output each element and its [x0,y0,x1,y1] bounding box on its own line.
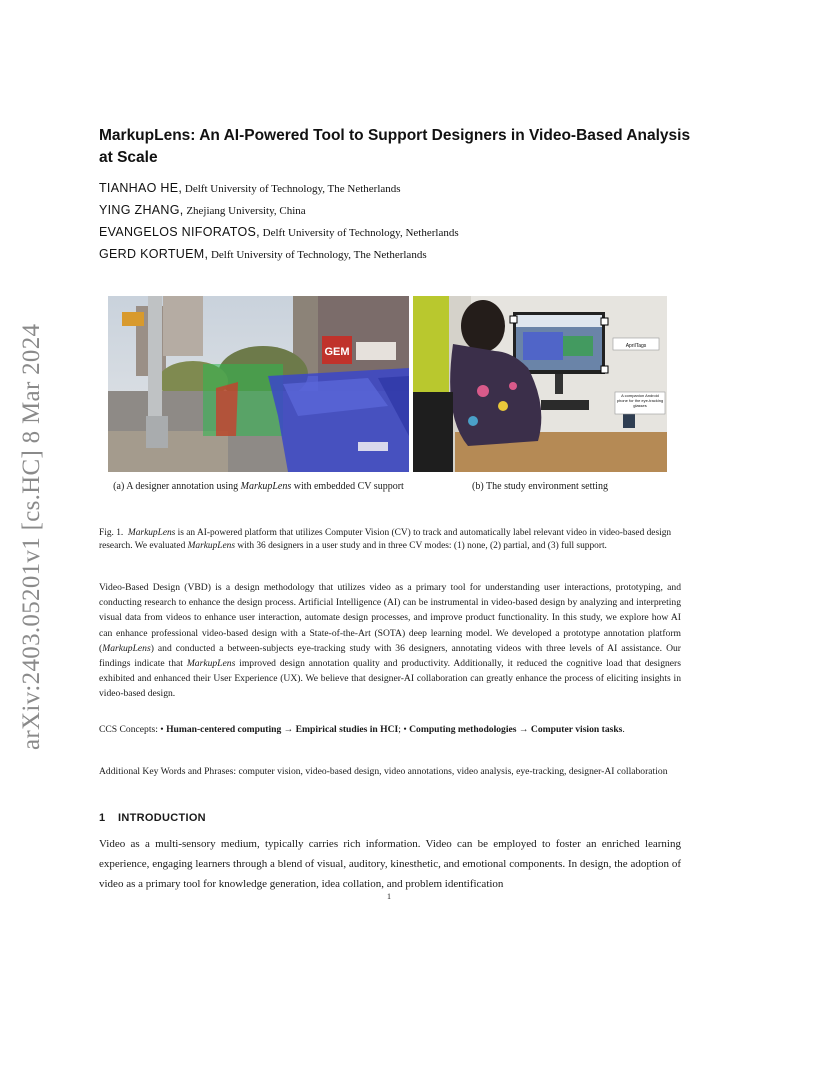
keywords: Additional Key Words and Phrases: computer vision, video-based design, video annotations, video analysis, eye-tracking, designer-AI collaboration [99,766,668,777]
author-name: YING ZHANG, [99,203,184,217]
page-number: 1 [387,892,391,901]
author-1 [99,181,401,196]
figure-a-caption: (a) A designer annotation using MarkupLens with embedded CV support [113,481,404,492]
author-4 [99,247,427,262]
author-name: EVANGELOS NIFORATOS, [99,225,260,239]
abstract: Video-Based Design (VBD) is a design methodology that utilizes video as a primary tool for understanding user interactions, prototyping, and conducting research to enhance the design process. Artificial Intelligence (AI) can be instrumental in video-based design by analyzing and interpreting visual data from videos to enhance user interaction, automate design processes, and improve product functionality. In this study, we explore how AI can enhance professional video-based design with a State-of-the-Art (SOTA) deep learning model. We developed a prototype annotation platform (MarkupLens) and conducted a between-subjects eye-tracking study with 36 designers, annotating videos with three levels of AI assistance. Our findings indicate that MarkupLens improved design annotation quality and productivity. Additionally, it reduced the cognitive load that designers exhibited and enhanced their User Experience (UX). We believe that designer-AI collaboration can greatly enhance the process of eliciting insights in video-based design. [99,582,681,700]
author-affiliation: Delft University of Technology, Netherlands [259,227,459,239]
section-title: INTRODUCTION [118,812,206,824]
apriltags-label: AprilTags [625,343,647,349]
figure-b-caption: (b) The study environment setting [472,481,608,492]
author-3 [99,225,459,240]
figure-caption: Fig. 1. MarkupLens is an AI-powered platform that utilizes Computer Vision (CV) to track and automatically label relevant video in video-based design research. We evaluated MarkupLens with 36 designers in a user study and in three CV modes: (1) none, (2) partial, and (3) full support. [99,528,672,551]
author-name: GERD KORTUEM, [99,247,209,261]
paper-title: MarkupLens: An AI-Powered Tool to Support Designers in Video-Based Analysis at Scale [99,127,691,166]
section-heading [99,812,206,824]
arxiv-stamp: arXiv:2403.05201v1 [cs.HC] 8 Mar 2024 [18,323,45,750]
phone-label: A companion Android phone for the eye-tracking glasses [616,393,664,408]
author-affiliation: Delft University of Technology, The Netherlands [182,183,401,195]
author-affiliation: Zhejiang University, China [183,205,306,217]
section-number: 1 [99,812,106,824]
author-affiliation: Delft University of Technology, The Netherlands [208,249,427,261]
figure-a-image [108,296,409,472]
gem-sign-text: GEM [324,346,350,358]
ccs-concepts: CCS Concepts: • Human-centered computing → Empirical studies in HCI; • Computing methodologies → Computer vision tasks. [99,724,625,735]
author-name: TIANHAO HE, [99,181,183,195]
intro-paragraph: Video as a multi-sensory medium, typically carries rich information. Video can be employed to foster an enriched learning experience, engaging learners through a blend of visual, auditory, kinesthetic, and emotional components. In design, the adoption of video as a primary tool for knowledge generation, idea collation, and problem identification [99,838,681,890]
author-2 [99,203,306,218]
figure-b-image [413,296,667,472]
